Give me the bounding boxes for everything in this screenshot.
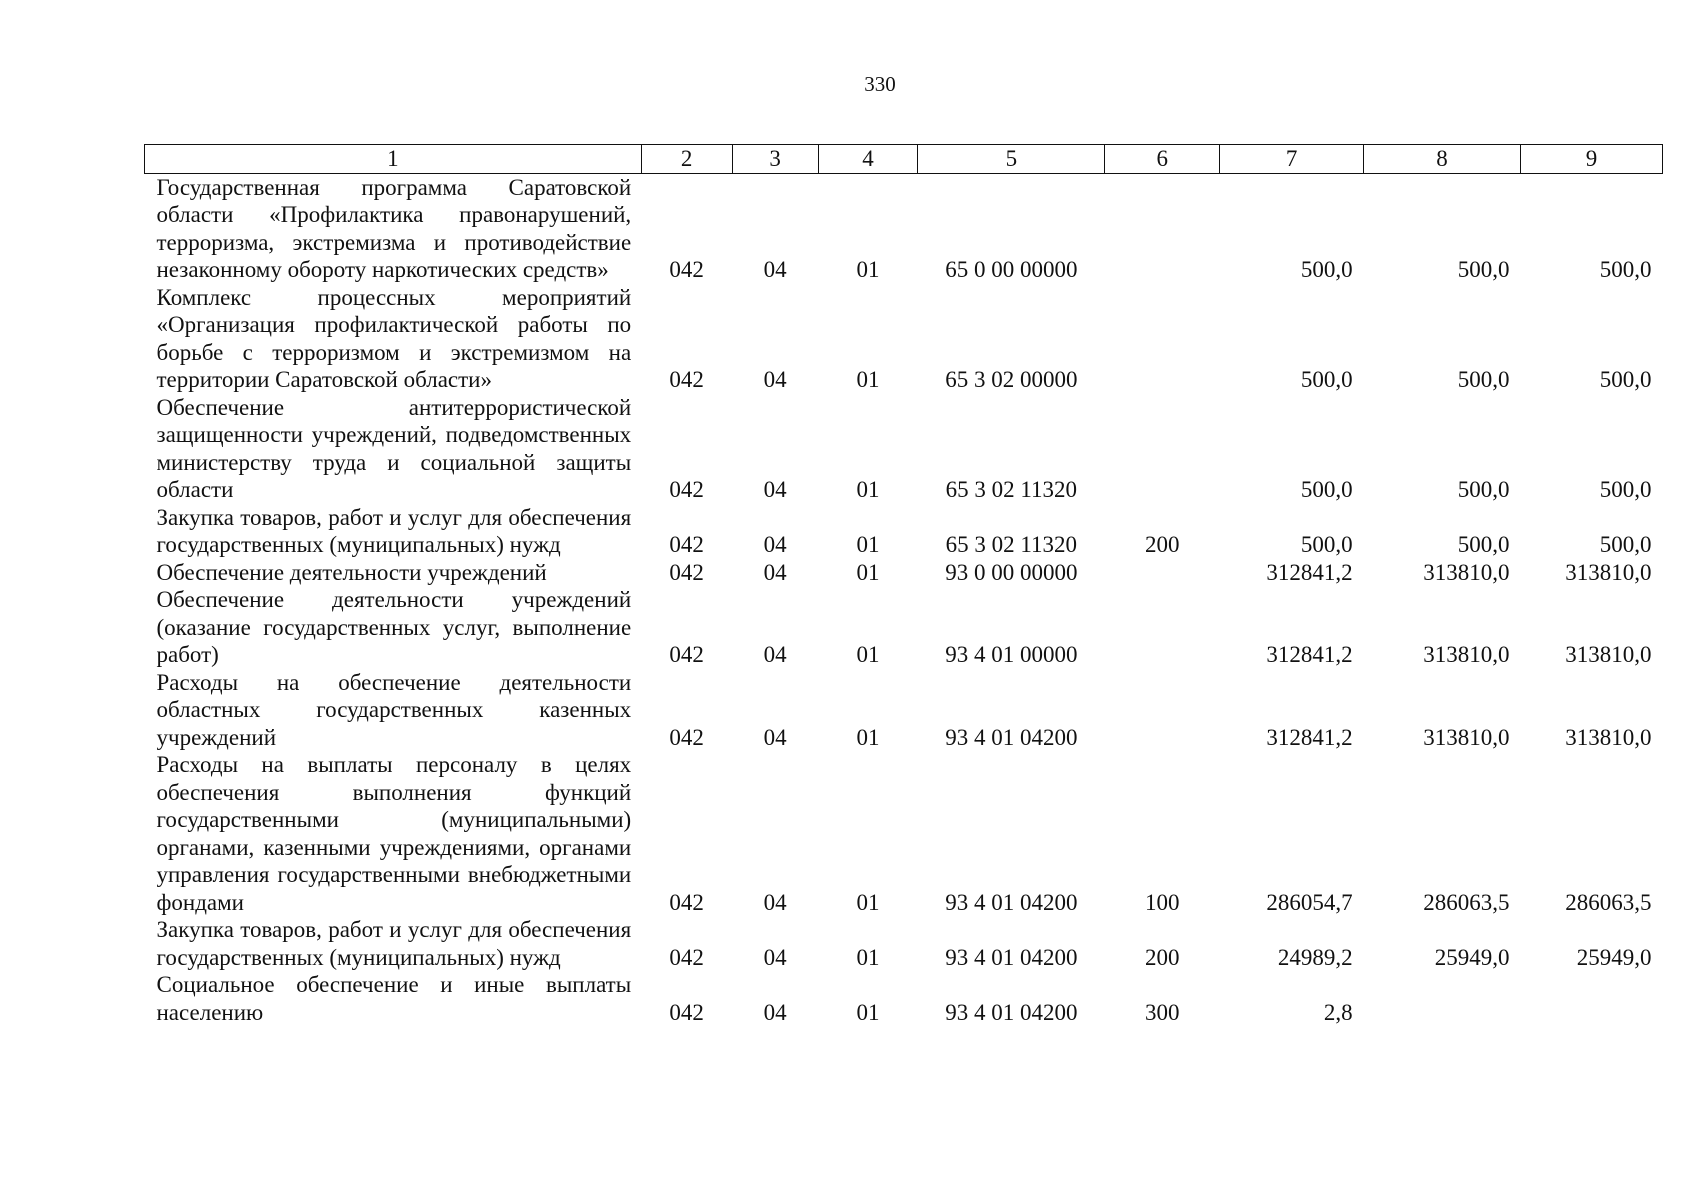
header-cell: 2 — [641, 145, 732, 174]
cell-amount-8: 313810,0 — [1423, 642, 1510, 667]
row-name: Закупка товаров, работ и услуг для обеспечения государственных (муниципальных) нужд — [156, 504, 632, 557]
cell-target-article: 93 4 01 00000 — [945, 642, 1078, 667]
cell-subsection: 01 — [856, 559, 880, 585]
cell-amount-7: 500,0 — [1300, 367, 1353, 392]
table-row — [145, 394, 1663, 504]
cell-section: 04 — [763, 724, 787, 750]
cell-expense-type — [1105, 284, 1220, 394]
cell-amount-9: 313810,0 — [1565, 724, 1652, 750]
row-name: Обеспечение деятельности учреждений (оказание государственных услуг, выполнение работ) — [156, 587, 632, 667]
cell-target-article: 65 0 00 00000 — [945, 257, 1078, 282]
cell-expense-type: 200 — [1144, 532, 1180, 557]
header-row — [145, 145, 1663, 174]
cell-expense-type — [1105, 586, 1220, 669]
cell-section: 04 — [763, 999, 787, 1025]
cell-target-article: 93 4 01 04200 — [945, 944, 1078, 970]
cell-section: 04 — [763, 367, 787, 392]
cell-subsection: 01 — [856, 532, 880, 557]
cell-amount-8: 313810,0 — [1423, 724, 1510, 750]
cell-section: 04 — [763, 944, 787, 970]
cell-amount-8: 500,0 — [1457, 477, 1510, 502]
table-row — [145, 916, 1663, 971]
cell-amount-9: 500,0 — [1599, 532, 1652, 557]
cell-expense-type — [1105, 394, 1220, 504]
header-cell: 4 — [818, 145, 918, 174]
cell-subsection: 01 — [856, 257, 880, 282]
cell-ministry: 042 — [669, 477, 704, 502]
cell-subsection: 01 — [856, 999, 880, 1025]
cell-ministry: 042 — [669, 642, 704, 667]
cell-amount-7: 312841,2 — [1266, 724, 1353, 750]
header-cell: 9 — [1521, 145, 1663, 174]
table-row — [145, 669, 1663, 752]
cell-subsection: 01 — [856, 477, 880, 502]
cell-section: 04 — [763, 642, 787, 667]
cell-amount-9: 500,0 — [1599, 477, 1652, 502]
cell-amount-7: 500,0 — [1300, 477, 1353, 502]
cell-subsection: 01 — [856, 724, 880, 750]
cell-amount-8: 286063,5 — [1423, 889, 1510, 915]
cell-amount-9: 25949,0 — [1576, 944, 1652, 970]
table-body — [145, 173, 1663, 1026]
header-cell: 3 — [732, 145, 818, 174]
table-row — [145, 173, 1663, 284]
cell-expense-type — [1105, 173, 1220, 284]
cell-amount-8: 25949,0 — [1434, 944, 1510, 970]
cell-amount-7: 312841,2 — [1266, 559, 1353, 585]
cell-target-article: 93 0 00 00000 — [945, 559, 1078, 585]
cell-amount-7: 312841,2 — [1266, 642, 1353, 667]
cell-subsection: 01 — [856, 889, 880, 915]
cell-expense-type: 100 — [1144, 889, 1180, 915]
cell-amount-9 — [1521, 971, 1663, 1026]
table-row — [145, 559, 1663, 587]
cell-ministry: 042 — [669, 559, 704, 585]
table-row — [145, 284, 1663, 394]
row-name: Расходы на выплаты персоналу в целях обеспечения выполнения функций государственными (муниципальными) органами, казенными учреждениями, органами управления государственными внебюджетными фондами — [156, 752, 632, 915]
cell-subsection: 01 — [856, 944, 880, 970]
cell-target-article: 93 4 01 04200 — [945, 889, 1078, 915]
cell-section: 04 — [763, 889, 787, 915]
cell-ministry: 042 — [669, 367, 704, 392]
row-name: Расходы на обеспечение деятельности областных государственных казенных учреждений — [156, 669, 632, 750]
row-name: Социальное обеспечение и иные выплаты населению — [156, 972, 632, 1025]
row-name: Комплекс процессных мероприятий «Организация профилактической работы по борьбе с терроризмом и экстремизмом на территории Саратовской области» — [156, 284, 632, 392]
header-cell: 5 — [918, 145, 1105, 174]
cell-target-article: 93 4 01 04200 — [945, 999, 1078, 1025]
row-name: Обеспечение деятельности учреждений — [156, 559, 547, 585]
cell-section: 04 — [763, 257, 787, 282]
cell-expense-type: 200 — [1144, 944, 1180, 970]
cell-amount-7: 286054,7 — [1266, 889, 1353, 915]
cell-amount-9: 500,0 — [1599, 257, 1652, 282]
row-name: Обеспечение антитеррористической защищенности учреждений, подведомственных министерству труда и социальной защиты области — [156, 394, 632, 502]
cell-target-article: 93 4 01 04200 — [945, 724, 1078, 750]
header-cell: 7 — [1220, 145, 1364, 174]
cell-amount-8: 500,0 — [1457, 367, 1510, 392]
row-name: Закупка товаров, работ и услуг для обеспечения государственных (муниципальных) нужд — [156, 917, 632, 970]
table-header — [145, 145, 1663, 174]
cell-section: 04 — [763, 559, 787, 585]
cell-target-article: 65 3 02 11320 — [945, 477, 1078, 502]
cell-target-article: 65 3 02 11320 — [945, 532, 1078, 557]
cell-subsection: 01 — [856, 642, 880, 667]
cell-amount-8 — [1364, 971, 1521, 1026]
cell-amount-8: 313810,0 — [1423, 559, 1510, 585]
cell-ministry: 042 — [669, 944, 704, 970]
cell-amount-7: 500,0 — [1300, 257, 1353, 282]
table-row — [145, 504, 1663, 559]
table-row — [145, 751, 1663, 916]
cell-ministry: 042 — [669, 257, 704, 282]
cell-section: 04 — [763, 532, 787, 557]
cell-subsection: 01 — [856, 367, 880, 392]
cell-amount-9: 286063,5 — [1565, 889, 1652, 915]
cell-expense-type — [1105, 559, 1220, 587]
cell-ministry: 042 — [669, 532, 704, 557]
cell-ministry: 042 — [669, 889, 704, 915]
cell-amount-8: 500,0 — [1457, 257, 1510, 282]
cell-amount-9: 313810,0 — [1565, 642, 1652, 667]
cell-amount-8: 500,0 — [1457, 532, 1510, 557]
cell-expense-type — [1105, 669, 1220, 752]
cell-amount-7: 24989,2 — [1277, 944, 1353, 970]
header-cell: 1 — [145, 145, 642, 174]
cell-target-article: 65 3 02 00000 — [945, 367, 1078, 392]
page-number: 330 — [864, 72, 896, 96]
cell-amount-7: 2,8 — [1323, 999, 1353, 1025]
cell-amount-9: 500,0 — [1599, 367, 1652, 392]
header-cell: 8 — [1364, 145, 1521, 174]
cell-ministry: 042 — [669, 999, 704, 1025]
row-name: Государственная программа Саратовской области «Профилактика правонарушений, терроризма, экстремизма и противодействие незаконному обороту наркотических средств» — [156, 174, 632, 282]
table-row — [145, 586, 1663, 669]
cell-section: 04 — [763, 477, 787, 502]
budget-table — [144, 144, 1663, 1026]
cell-expense-type: 300 — [1144, 999, 1180, 1025]
cell-ministry: 042 — [669, 724, 704, 750]
cell-amount-9: 313810,0 — [1565, 559, 1652, 585]
cell-amount-7: 500,0 — [1300, 532, 1353, 557]
table-row — [145, 971, 1663, 1026]
header-cell: 6 — [1105, 145, 1220, 174]
